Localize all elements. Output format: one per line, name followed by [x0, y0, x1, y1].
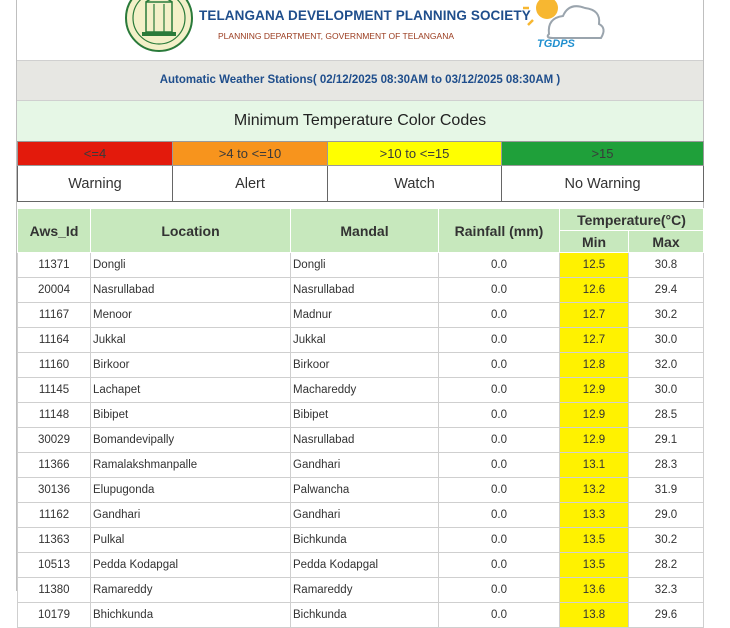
rainfall-cell: 0.0 [439, 278, 560, 303]
color-range-row [18, 142, 704, 166]
location-cell: Ramareddy [91, 578, 291, 603]
location-cell: Bomandevipally [91, 428, 291, 453]
table-row [18, 428, 704, 453]
table-row [18, 378, 704, 403]
rainfall-cell: 0.0 [439, 453, 560, 478]
location-cell: Menoor [91, 303, 291, 328]
range-warning: <=4 [18, 142, 173, 166]
color-label-row [18, 166, 704, 202]
location-cell: Lachapet [91, 378, 291, 403]
label-warning: Warning [18, 166, 173, 202]
rainfall-cell: 0.0 [439, 378, 560, 403]
label-no-warning: No Warning [502, 166, 704, 202]
min-temp-cell: 13.5 [560, 553, 629, 578]
max-temp-cell: 28.5 [629, 403, 704, 428]
location-cell: Nasrullabad [91, 278, 291, 303]
location-cell: Pulkal [91, 528, 291, 553]
aws-id-cell: 11145 [18, 378, 91, 403]
weather-data-table [17, 208, 704, 628]
table-row [18, 253, 704, 278]
location-cell: Bhichkunda [91, 603, 291, 628]
aws-id-cell: 20004 [18, 278, 91, 303]
mandal-cell: Bichkunda [291, 528, 439, 553]
mandal-cell: Gandhari [291, 453, 439, 478]
rainfall-cell: 0.0 [439, 353, 560, 378]
range-alert: >4 to <=10 [173, 142, 328, 166]
location-cell: Bibipet [91, 403, 291, 428]
rainfall-cell: 0.0 [439, 478, 560, 503]
rainfall-cell: 0.0 [439, 578, 560, 603]
color-codes-table [17, 141, 704, 202]
mandal-cell: Pedda Kodapgal [291, 553, 439, 578]
data-rows [18, 253, 704, 628]
aws-id-cell: 30136 [18, 478, 91, 503]
min-temp-cell: 12.7 [560, 303, 629, 328]
table-row [18, 328, 704, 353]
location-cell: Jukkal [91, 328, 291, 353]
rainfall-cell: 0.0 [439, 403, 560, 428]
color-codes-title: Minimum Temperature Color Codes [17, 101, 703, 141]
max-temp-cell: 30.8 [629, 253, 704, 278]
label-watch: Watch [328, 166, 502, 202]
aws-id-cell: 11371 [18, 253, 91, 278]
min-temp-cell: 12.5 [560, 253, 629, 278]
max-temp-cell: 30.0 [629, 328, 704, 353]
min-temp-cell: 12.9 [560, 378, 629, 403]
mandal-cell: Ramareddy [291, 578, 439, 603]
rainfall-cell: 0.0 [439, 253, 560, 278]
max-temp-cell: 28.3 [629, 453, 704, 478]
location-cell: Dongli [91, 253, 291, 278]
col-location: Location [91, 209, 291, 253]
aws-id-cell: 10513 [18, 553, 91, 578]
aws-id-cell: 11162 [18, 503, 91, 528]
max-temp-cell: 32.3 [629, 578, 704, 603]
mandal-cell: Machareddy [291, 378, 439, 403]
min-temp-cell: 12.8 [560, 353, 629, 378]
table-row [18, 353, 704, 378]
mandal-cell: Bichkunda [291, 603, 439, 628]
max-temp-cell: 29.6 [629, 603, 704, 628]
max-temp-cell: 29.4 [629, 278, 704, 303]
mandal-cell: Nasrullabad [291, 428, 439, 453]
location-cell: Gandhari [91, 503, 291, 528]
min-temp-cell: 12.9 [560, 428, 629, 453]
aws-id-cell: 11148 [18, 403, 91, 428]
mandal-cell: Palwancha [291, 478, 439, 503]
max-temp-cell: 29.1 [629, 428, 704, 453]
col-min: Min [560, 231, 629, 253]
table-row [18, 553, 704, 578]
rainfall-cell: 0.0 [439, 553, 560, 578]
department-name: PLANNING DEPARTMENT, GOVERNMENT OF TELANGANA [218, 31, 454, 41]
table-row [18, 503, 704, 528]
table-row [18, 478, 704, 503]
min-temp-cell: 13.1 [560, 453, 629, 478]
max-temp-cell: 30.0 [629, 378, 704, 403]
table-row [18, 403, 704, 428]
location-cell: Pedda Kodapgal [91, 553, 291, 578]
col-rainfall: Rainfall (mm) [439, 209, 560, 253]
mandal-cell: Nasrullabad [291, 278, 439, 303]
aws-id-cell: 11380 [18, 578, 91, 603]
rainfall-cell: 0.0 [439, 303, 560, 328]
max-temp-cell: 31.9 [629, 478, 704, 503]
rainfall-cell: 0.0 [439, 428, 560, 453]
col-mandal: Mandal [291, 209, 439, 253]
col-temperature: Temperature(°C) [560, 209, 704, 231]
min-temp-cell: 13.5 [560, 528, 629, 553]
mandal-cell: Madnur [291, 303, 439, 328]
label-alert: Alert [173, 166, 328, 202]
max-temp-cell: 29.0 [629, 503, 704, 528]
aws-id-cell: 30029 [18, 428, 91, 453]
mandal-cell: Birkoor [291, 353, 439, 378]
min-temp-cell: 13.3 [560, 503, 629, 528]
col-aws-id: Aws_Id [18, 209, 91, 253]
aws-id-cell: 11167 [18, 303, 91, 328]
mandal-cell: Bibipet [291, 403, 439, 428]
location-cell: Ramalakshmanpalle [91, 453, 291, 478]
brand-label: TGDPS [537, 38, 575, 50]
mandal-cell: Jukkal [291, 328, 439, 353]
min-temp-cell: 12.6 [560, 278, 629, 303]
rainfall-cell: 0.0 [439, 328, 560, 353]
rainfall-cell: 0.0 [439, 503, 560, 528]
aws-id-cell: 11366 [18, 453, 91, 478]
mandal-cell: Gandhari [291, 503, 439, 528]
table-row [18, 578, 704, 603]
aws-id-cell: 10179 [18, 603, 91, 628]
aws-id-cell: 11363 [18, 528, 91, 553]
range-watch: >10 to <=15 [328, 142, 502, 166]
telangana-emblem-icon [124, 0, 194, 52]
report-sheet [16, 0, 704, 621]
table-row [18, 528, 704, 553]
location-cell: Birkoor [91, 353, 291, 378]
rainfall-cell: 0.0 [439, 528, 560, 553]
max-temp-cell: 32.0 [629, 353, 704, 378]
header [17, 0, 703, 60]
org-name: TELANGANA DEVELOPMENT PLANNING SOCIETY [199, 8, 531, 23]
table-row [18, 278, 704, 303]
table-row [18, 303, 704, 328]
max-temp-cell: 30.2 [629, 303, 704, 328]
aws-id-cell: 11164 [18, 328, 91, 353]
max-temp-cell: 30.2 [629, 528, 704, 553]
range-no-warning: >15 [502, 142, 704, 166]
min-temp-cell: 12.7 [560, 328, 629, 353]
min-temp-cell: 13.2 [560, 478, 629, 503]
table-row [18, 453, 704, 478]
stations-title: Automatic Weather Stations( 02/12/2025 08:30AM to 03/12/2025 08:30AM ) [17, 60, 703, 101]
table-row [18, 603, 704, 628]
mandal-cell: Dongli [291, 253, 439, 278]
min-temp-cell: 13.8 [560, 603, 629, 628]
min-temp-cell: 13.6 [560, 578, 629, 603]
aws-id-cell: 11160 [18, 353, 91, 378]
max-temp-cell: 28.2 [629, 553, 704, 578]
min-temp-cell: 12.9 [560, 403, 629, 428]
rainfall-cell: 0.0 [439, 603, 560, 628]
location-cell: Elupugonda [91, 478, 291, 503]
col-max: Max [629, 231, 704, 253]
